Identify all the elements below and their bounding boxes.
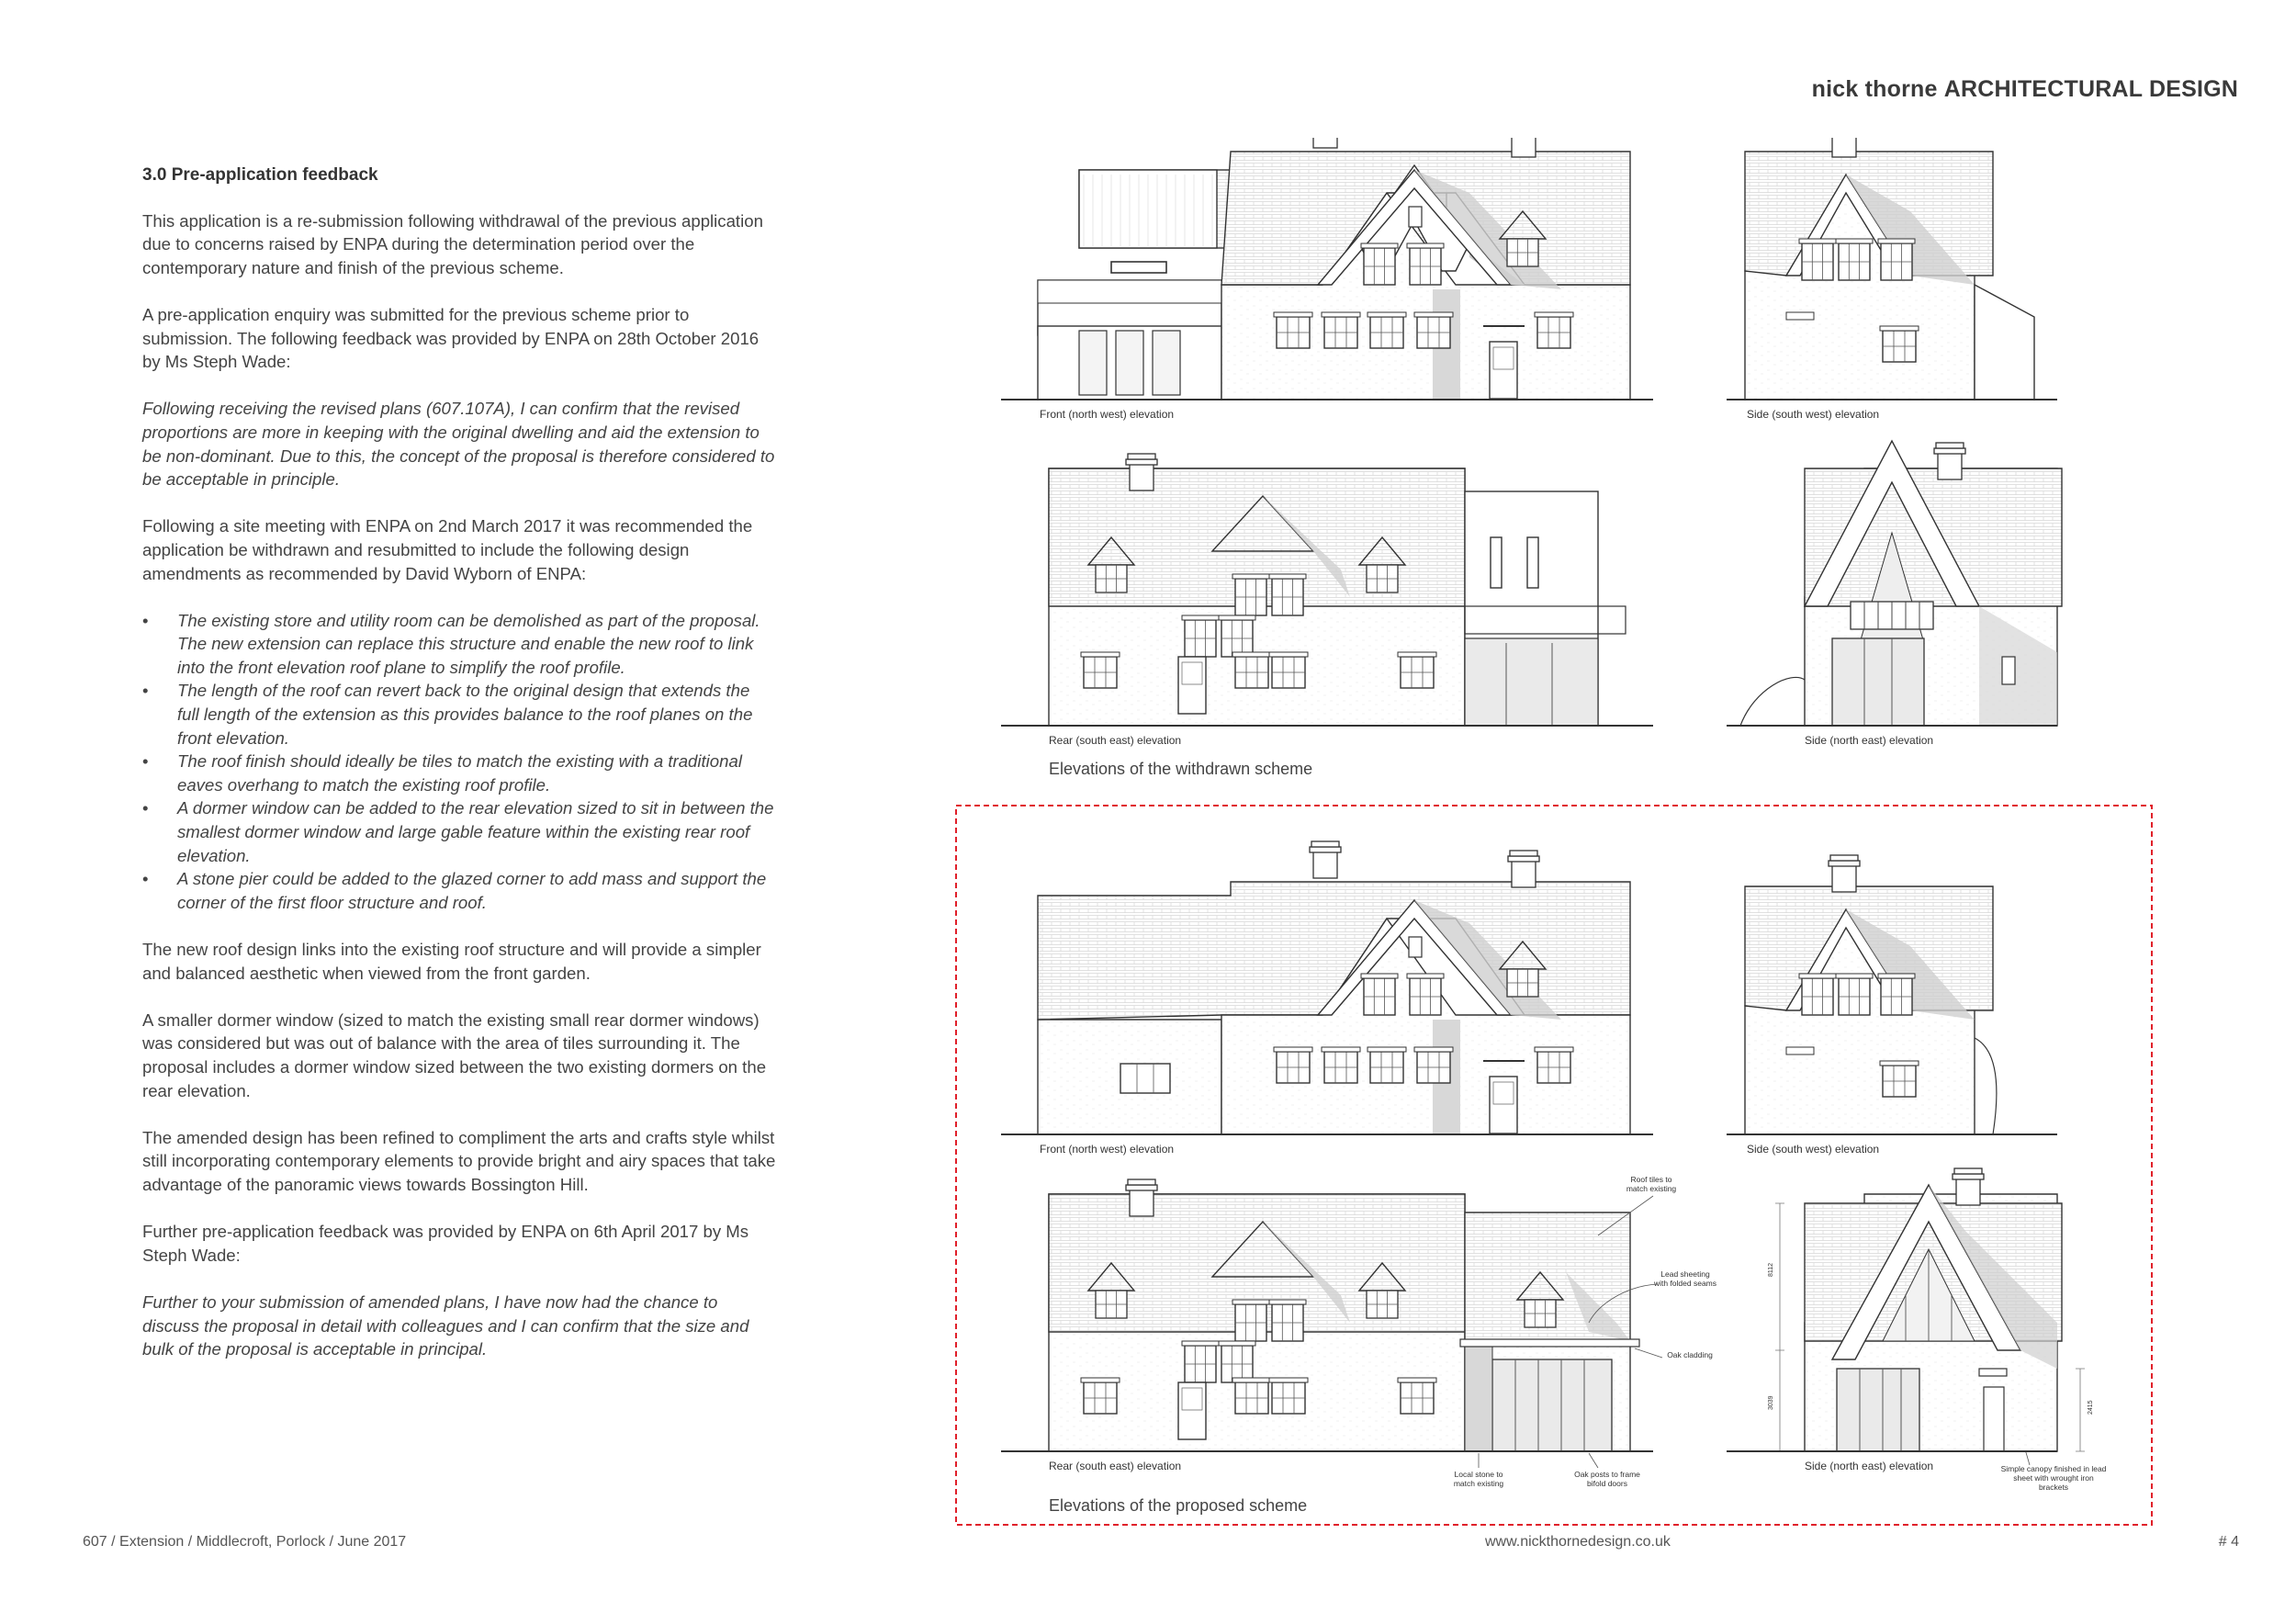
- proposed-side-sw-elevation: [1745, 855, 1997, 1134]
- withdrawn-side-sw-elevation: [1745, 138, 2034, 400]
- list-item: • The existing store and utility room can be demolished as part of the proposal. The new extension can replace this structure and enable the new roof to link into the front elevation roof plane to simplify the roof profile.: [142, 610, 760, 677]
- list-item: • A dormer window can be added to the rear elevation sized to sit in between the smallest dormer window and large gable feature within the existing rear roof elevation.: [142, 798, 774, 865]
- footer-page-number: # 4: [2218, 1534, 2239, 1550]
- paragraph: Following a site meeting with ENPA on 2nd March 2017 it was recommended the application be withdrawn and resubmitted to include the following design amendments as recommended by David Wyborn of ENPA:: [142, 516, 753, 583]
- elevation-drawings: [955, 138, 2186, 1543]
- quote: Further to your submission of amended plans, I have now had the chance to discuss the proposal in detail with colleagues and I can confirm that the size and bulk of the proposal is acceptable in principal.: [142, 1291, 749, 1359]
- drawing-label: Front (north west) elevation: [1040, 1143, 1175, 1156]
- paragraph: The new roof design links into the existing roof structure and will provide a simpler and balanced aesthetic when viewed from the front garden.: [142, 940, 761, 983]
- proposed-side-ne-elevation: [1768, 1168, 2094, 1451]
- drawing-label: Side (south west) elevation: [1747, 408, 1880, 421]
- paragraph: This application is a re-submission following withdrawal of the previous application due to concerns raised by ENPA during the determination period over the contemporary nature and finish of the previous scheme.: [142, 210, 763, 277]
- paragraph: The amended design has been refined to compliment the arts and crafts style whilst still incorporating contemporary elements to provide bright and airy spaces that take advantage of the panoramic views towards Bossington Hill.: [142, 1127, 776, 1194]
- footer-website-link[interactable]: www.nickthornedesign.co.uk: [1485, 1534, 1671, 1550]
- proposed-front-elevation: [1038, 841, 1630, 1134]
- svg-text:Oak cladding: Oak cladding: [1667, 1350, 1713, 1359]
- svg-text:with folded seams: with folded seams: [1653, 1279, 1717, 1288]
- drawing-label: Side (south west) elevation: [1747, 1143, 1880, 1156]
- section-title: 3.0 Pre-application feedback: [142, 165, 378, 185]
- drawing-caption: Elevations of the proposed scheme: [1049, 1496, 1308, 1515]
- svg-text:match existing: match existing: [1453, 1479, 1504, 1488]
- svg-text:Simple canopy finished in lead: Simple canopy finished in lead: [2000, 1464, 2107, 1473]
- list-item: • The roof finish should ideally be tiles to match the existing with a traditional eaves overhang to match the existing roof profile.: [142, 751, 742, 795]
- withdrawn-front-elevation: [1038, 138, 1630, 400]
- brand-header: [1812, 76, 2238, 103]
- drawing-label: Front (north west) elevation: [1040, 408, 1175, 421]
- proposed-rear-elevation: [1049, 1179, 1639, 1451]
- list-item: • A stone pier could be added to the glazed corner to add mass and support the corner of the first floor structure and roof.: [142, 869, 767, 912]
- svg-text:Oak posts to frame: Oak posts to frame: [1574, 1470, 1640, 1479]
- paragraph: A smaller dormer window (sized to match the existing small rear dormer windows) was considered but was out of balance with the area of tiles surrounding it. The proposal includes a dormer window sized between the two existing dormers on the rear elevation.: [142, 1009, 767, 1100]
- drawing-caption: Elevations of the withdrawn scheme: [1049, 760, 1313, 778]
- footer-project-ref: 607 / Extension / Middlecroft, Porlock / June 2017: [83, 1534, 407, 1550]
- paragraph: Further pre-application feedback was provided by ENPA on 6th April 2017 by Ms Steph Wade:: [142, 1222, 749, 1265]
- drawing-label: Side (north east) elevation: [1805, 1460, 1934, 1472]
- brand-tagline: ARCHITECTURAL DESIGN: [1943, 76, 2238, 102]
- drawing-label: Rear (south east) elevation: [1049, 1460, 1182, 1472]
- quote: Following receiving the revised plans (607.107A), I can confirm that the revised proportions are more in keeping with the original dwelling and aid the extension to be non-dominant. Due to this, the concept of the proposal is therefore considered to be acceptable in principle.: [142, 399, 775, 490]
- feedback-text-column: [142, 164, 776, 1384]
- svg-text:sheet with wrought iron: sheet with wrought iron: [2013, 1473, 2094, 1483]
- svg-text:Local stone to: Local stone to: [1454, 1470, 1503, 1479]
- drawing-label: Rear (south east) elevation: [1049, 734, 1182, 747]
- drawing-label: Side (north east) elevation: [1805, 734, 1934, 747]
- list-item: • The length of the roof can revert back to the original design that extends the full length of the extension as this provides balance to the roof planes on the front elevation.: [142, 681, 753, 748]
- svg-text:match existing: match existing: [1626, 1184, 1677, 1193]
- svg-text:3039: 3039: [1768, 1395, 1774, 1410]
- paragraph: A pre-application enquiry was submitted for the previous scheme prior to submission. The following feedback was provided by ENPA on 28th October 2016 by Ms Steph Wade:: [142, 304, 760, 372]
- brand-name: nick thorne: [1811, 76, 1938, 102]
- withdrawn-side-ne-elevation: [1740, 441, 2062, 726]
- svg-text:brackets: brackets: [2038, 1483, 2069, 1492]
- withdrawn-rear-elevation: [1049, 454, 1626, 726]
- svg-text:Roof tiles to: Roof tiles to: [1630, 1175, 1672, 1184]
- svg-text:8112: 8112: [1768, 1262, 1774, 1277]
- svg-text:2415: 2415: [2088, 1400, 2094, 1415]
- svg-text:bifold doors: bifold doors: [1587, 1479, 1627, 1488]
- svg-text:Lead sheeting: Lead sheeting: [1660, 1269, 1710, 1279]
- recommendation-list: [142, 609, 776, 915]
